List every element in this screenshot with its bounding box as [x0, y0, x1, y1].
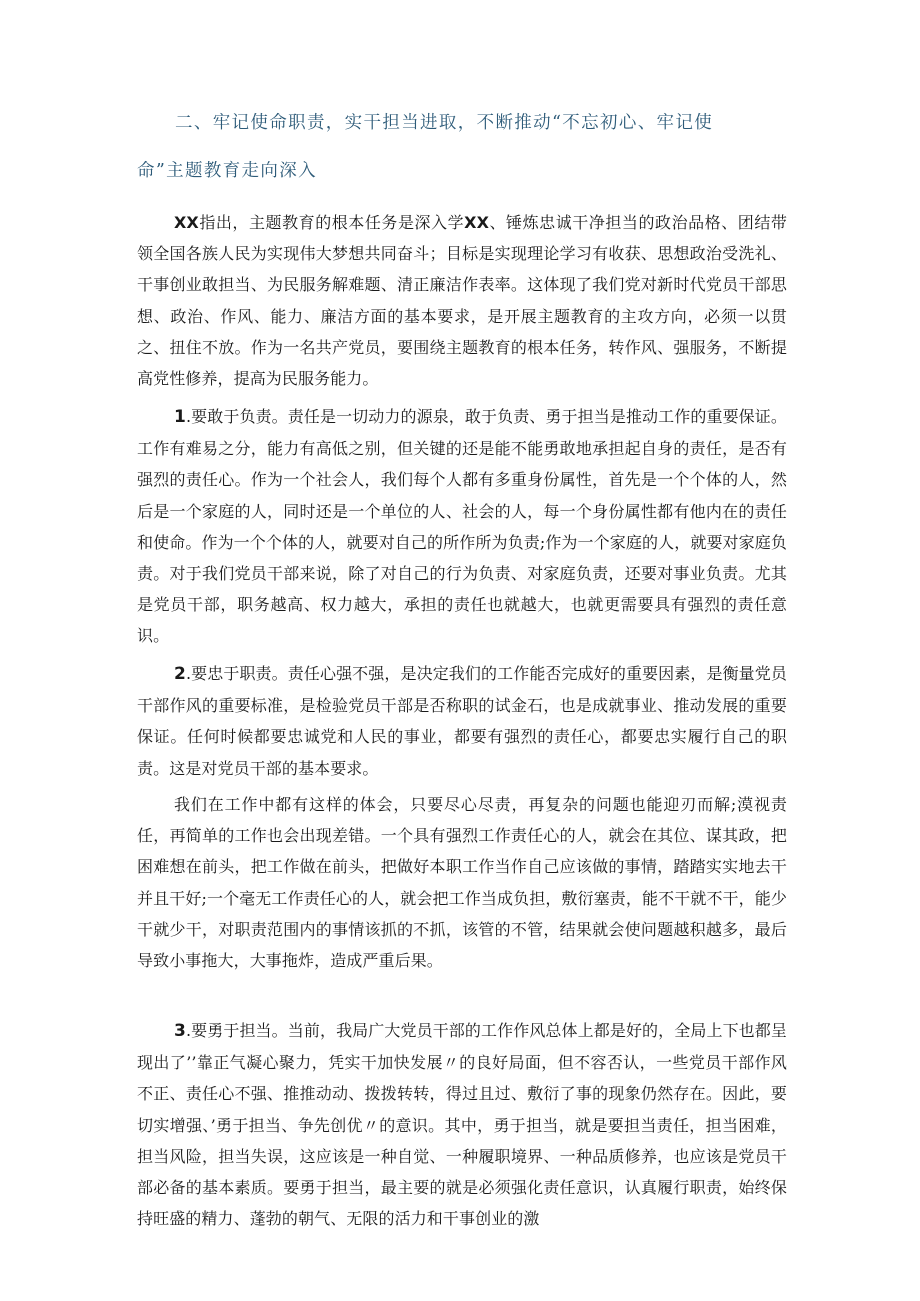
point-3-text: .要勇于担当。当前，我局广大党员干部的工作作风总体上都是好的，全局上下也都呈现出了’’靠正气凝心聚力，凭实干加快发展〃的良好局面，但不容否认，一些党员干部作风不正、责任心不强、推推动动、拨拨转转，得过且过、敷衍了事的现象仍然存在。因此，要切实增强、’勇于担当、争先创优〃的意识。其中，勇于担当，就是要担当责任，担当困难，担当风险，担当失误，这应该是一种自觉、一种履职境界、一种品质修养，也应该是党员干部必备的基本素质。要勇于担当，最主要的就是必须强化责任意识，认真履行职责，始终保持旺盛的精力、蓬勃的朝气、无限的活力和干事创业的激 [137, 1021, 787, 1229]
section-heading-line-1: 二、牢记使命职责，实干担当进取，不断推动“不忘初心、牢记使 [175, 113, 714, 133]
point-2-text: .要忠于职责。责任心强不强，是决定我们的工作能否完成好的重要因素，是衡量党员干部作风的重要标准，是检验党员干部是否称职的试金石，也是成就事业、推动发展的重要保证。任何时候都要忠诚党和人民的事业，都要有强烈的责任心，都要忠实履行自己的职责。这是对党员干部的基本要求。 [137, 664, 787, 778]
point-1-text: .要敢于负责。责任是一切动力的源泉，敢于负责、勇于担当是推动工作的重要保证。工作有难易之分，能力有高低之别，但关键的还是能不能勇敢地承担起自身的责任，是否有强烈的责任心。作为一个社会人，我们每个人都有多重身份属性，首先是一个个体的人，然后是一个家庭的人，同时还是一个单位的人、社会的人，每一个身份属性都有他内在的责任和使命。作为一个个体的人，就要对自己的所作所为负责;作为一个家庭的人，就要对家庭负责。对于我们党员干部来说，除了对自己的行为负责、对家庭负责，还要对事业负责。尤其是党员干部，职务越高、权力越大，承担的责任也就越大，也就更需要具有强烈的责任意识。 [137, 407, 787, 646]
intro-paragraph [137, 207, 787, 394]
point-3-paragraph [137, 1015, 787, 1234]
experience-paragraph [137, 789, 787, 976]
point-2-number: 2 [174, 664, 186, 684]
redacted-name-lead: XX [174, 213, 199, 232]
experience-text: 我们在工作中都有这样的体会，只要尽心尽责，再复杂的问题也能迎刃而解;漠视责任，再简单的工作也会出现差错。一个具有强烈工作责任心的人，就会在其位、谋其政，把困难想在前头，把工作做在前头，把做好本职工作当作自己应该做的事情，踏踏实实地去干并且干好;一个毫无工作责任心的人，就会把工作当成负担，敷衍塞责，能不干就不干，能少干就少干，对职责范围内的事情该抓的不抓，该管的不管，结果就会使问题越积越多，最后导致小事拖大，大事拖炸，造成严重后果。 [137, 795, 787, 971]
section-heading-line-2: 命”主题教育走向深入 [137, 161, 317, 181]
intro-text-b: 、锤炼忠诚干净担当的政治品格、团结带领全国各族人民为实现伟大梦想共同奋斗；目标是实现理论学习有收获、思想政治受洗礼、干事创业敢担当、为民服务解难题、清正廉洁作表率。这体现了我们党对新时代党员干部思想、政治、作风、能力、廉洁方面的基本要求，是开展主题教育的主攻方向，必须一以贯之、扭住不放。作为一名共产党员，要围绕主题教育的根本任务，转作风、强服务，不断提高党性修养，提高为民服务能力。 [137, 213, 787, 389]
intro-text-a: 指出，主题教育的根本任务是深入学 [198, 213, 465, 232]
point-1-number: 1 [174, 407, 186, 427]
point-2-paragraph [137, 658, 787, 784]
point-3-number: 3 [174, 1021, 186, 1041]
point-1-paragraph [137, 401, 787, 652]
redacted-name-mid: XX [464, 213, 490, 232]
